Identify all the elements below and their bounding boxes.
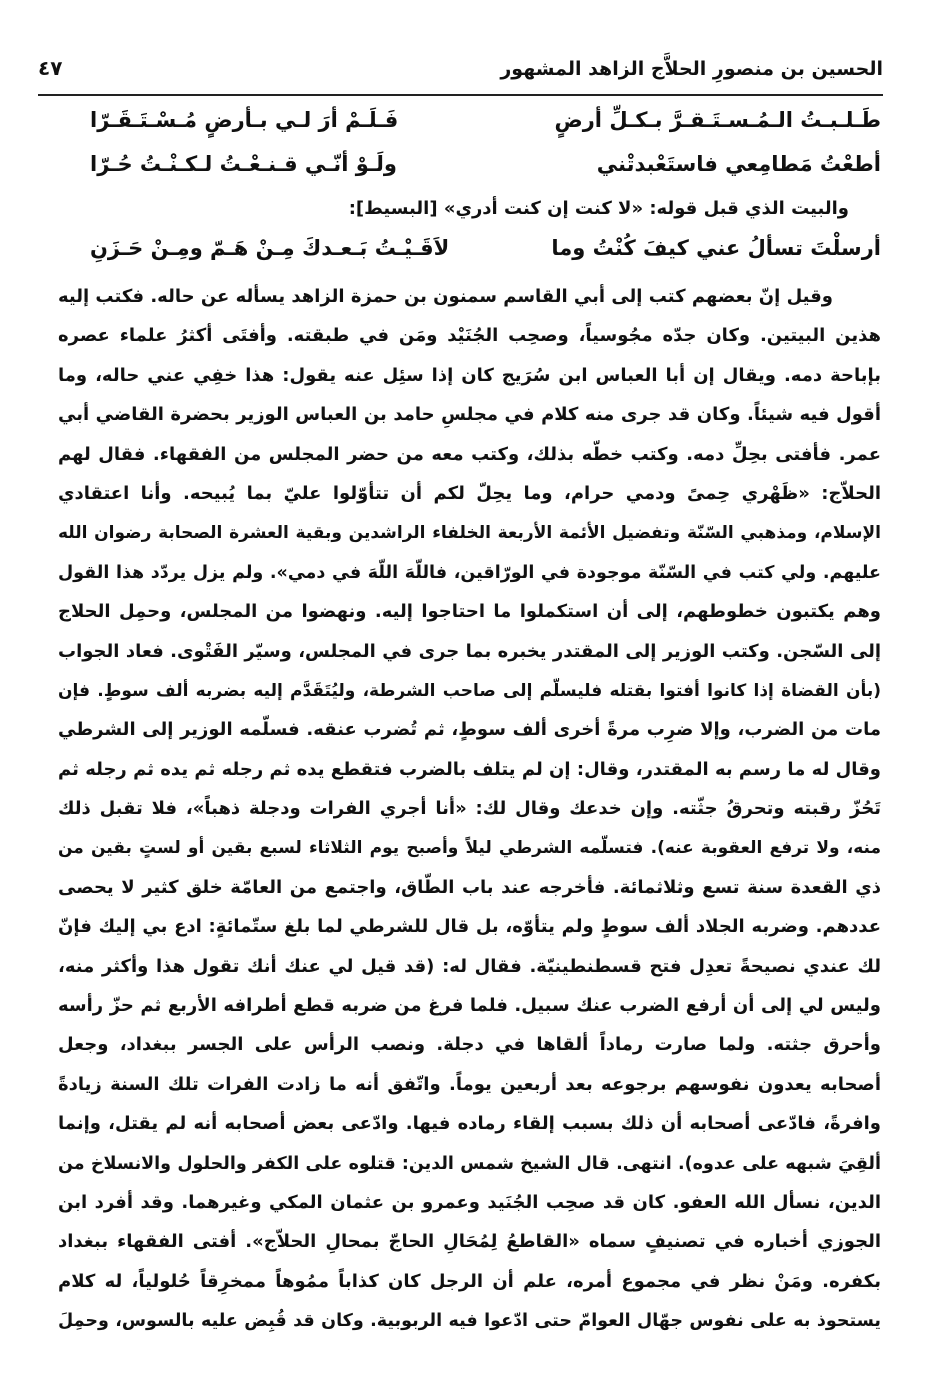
verse-hemistich-second: فَـلَـمْ أرَ لـي بـأرضٍ مُـسْـتَـقَـرّا [90, 108, 399, 132]
verse-hemistich-first: طَـلـبـتُ الـمُـسـتَـقـرَّ بـكـلِّ أرضٍ [554, 108, 881, 132]
verse-line [90, 152, 881, 192]
text-line: تَحُزّ رقبته وتحرقُ جثّته. وإن خدعك وقال لك: «أنا أجري الفرات ودجلة ذهباً»، فلا تقبل ذلك [58, 798, 881, 820]
text-line: الجوزي أخباره في تصنيفٍ سماه «القاطعُ لِمُحَالِ الحاجّ بمحالِ الحلاّج». أفتى الفقهاء ببغداد [58, 1231, 881, 1253]
verse-hemistich-first: أطعْتُ مَطامِعي فاستَعْبدتْني [596, 152, 881, 176]
text-line: الدين، نسأل الله العفو. كان قد صحِب الجُنَيد وعمرو بن عثمان المكي وغيرهما. وقد أفرد ابن [58, 1191, 881, 1213]
text-line: وقال له ما رسم به المقتدر، وقال: إن لم يتلف بالضرب فتقطع يده ثم رجله ثم يده ثم رجله ثم [58, 758, 881, 780]
page-header [38, 52, 883, 92]
header-rule [38, 94, 883, 96]
text-line: أصحابه يعدون نفوسهم برجوعه بعد أربعين يوماً. واتّفق أنه ما زادت الفرات تلك السنة زيادةً [58, 1073, 881, 1095]
text-line: وليس لي إلى أن أرفع الضرب عنك سبيل. فلما فرغ من ضربه قطع أطرافه الأربع ثم حزّ رأسه [58, 995, 881, 1017]
text-line: وهم يكتبون خطوطهم، إلى أن استكملوا ما احتاجوا إليه. ونهضوا من المجلس، وحمِل الحلاج [58, 601, 881, 623]
verse-line [90, 108, 881, 148]
verse-hemistich-first: أرسلْتَ تسألُ عني كيفَ كُنْتُ وما [551, 236, 881, 260]
text-line: ألقِيَ شبهه على عدوه). انتهى. قال الشيخ شمس الدين: قتلوه على الكفر والحلول والانسلاخ من [58, 1153, 881, 1174]
text-line: بكفره. ومَنْ نظر في مجموع أمره، علم أن الرجل كان كذاباً ممُوهاً ممخرِقاً حُلولياً، له كلام [58, 1270, 881, 1292]
text-line: بإباحة دمه. ويقال إن أبا العباس ابن سُرَيج كان إذا سئِل عنه يقول: هذا خفِي عني حاله، وما [58, 364, 881, 386]
verse-intro: والبيت الذي قبل قوله: «لا كنت إن كنت أدري» [البسيط]: [348, 198, 849, 219]
text-line: مات من الضرب، وإلا ضرِب مرةً أخرى ألف سوطٍ، ثم تُضرب عنقه. فسلّمه الوزير إلى الشرطي [58, 719, 881, 741]
text-line: عليهم. ولي كتب في السّنّة موجودة في الورّاقين، فاللّهَ اللّهَ في دمي». ولم يزل يردّد هذا القول [58, 562, 881, 583]
text-line: الإسلام، ومذهبي السّنّة وتفضيل الأئمة الأربعة الخلفاء الراشدين وبقية العشرة الصحابة رضوان الله [58, 523, 881, 544]
text-line: الحلاّج: «ظَهْري حِمىً ودمي حرام، وما يحِلّ لكم أن تتأوّلوا عليّ بما يُبيحه. وأنا اعتقادي [58, 482, 881, 504]
text-line: لك عندي نصيحةً تعدِل فتح قسطنطينيّة. فقال له: (قد قيل لي عنك أنك تقول هذا وأكثر منه، [58, 955, 881, 977]
verse-hemistich-second: ولَـوْ أنّـي قـنـعْـتُ لـكـنْـتُ حُـرّا [90, 152, 397, 176]
text-line: وأحرق جثته. ولما صارت رماداً ألقاها في دجلة. ونصب الرأس على الجسر ببغداد، وجعل [58, 1034, 881, 1056]
text-line: هذين البيتين. وكان جدّه مجُوسياً، وصحِب الجُنَيْد ومَن في طبقته. وأفتَى أكثرُ علماء عصره [58, 325, 881, 347]
text-line: يستحوذ به على نفوس جهّال العوامّ حتى ادّعوا فيه الربوبية. وكان قد قُبِض عليه بالسوس، وحمِلَ [58, 1311, 881, 1332]
verse-hemistich-second: لاَقَـيْـتُ بَـعـدكَ مِـنْ هَـمّ ومِـنْ حَـزَنِ [90, 236, 450, 260]
text-line: وقيل إنّ بعضهم كتب إلى أبي القاسم سمنون بن حمزة الزاهد يسأله عن حاله. فكتب إليه [58, 286, 833, 307]
running-title: الحسين بن منصورِ الحلاَّج الزاهد المشهور [500, 58, 883, 80]
text-line: عمر. فأفتى بحِلِّ دمه. وكتب خطّه بذلك، وكتب معه من حضر المجلس من الفقهاء. فقال لهم [58, 443, 881, 465]
text-line: ذي القعدة سنة تسع وثلاثمائة. فأخرجه عند باب الطّاق، واجتمع من العامّة خلق كثير لا يحصى [58, 876, 881, 898]
text-line: عددهم. وضربه الجلاد ألف سوطٍ ولم يتأوّه، بل قال للشرطي لما بلغ ستّمائةٍ: ادع بي إليك فإنّ [58, 916, 881, 938]
text-line: (بأن القضاة إذا كانوا أفتوا بقتله فليسلّم إلى صاحب الشرطة، وليُتَقَدَّم إليه بضربه ألف سوطٍ. فإن [58, 680, 881, 701]
text-line: منه، ولا ترفع العقوبة عنه). فتسلّمه الشرطي ليلاً وأصبح يوم الثلاثاء لسبع بقين أو لستٍ بقين من [58, 838, 881, 859]
text-line: وافرةً، فادّعى أصحابه أن ذلك بسبب إلقاء رماده فيها. وادّعى بعض أصحابه أنه لم يقتل، وإنما [58, 1113, 881, 1135]
verse-line [90, 236, 881, 276]
text-line: أقول فيه شيئاً. وكان قد جرى منه كلام في مجلسِ حامد بن العباس الوزير بحضرة القاضي أبي [58, 404, 881, 426]
body-text [58, 282, 881, 1346]
text-line: إلى السّجن. وكتب الوزير إلى المقتدر يخبره بما جرى في المجلس، وسيّر الفَتْوى. فعاد الجواب [58, 640, 881, 662]
page-number: ٤٧ [38, 56, 63, 80]
